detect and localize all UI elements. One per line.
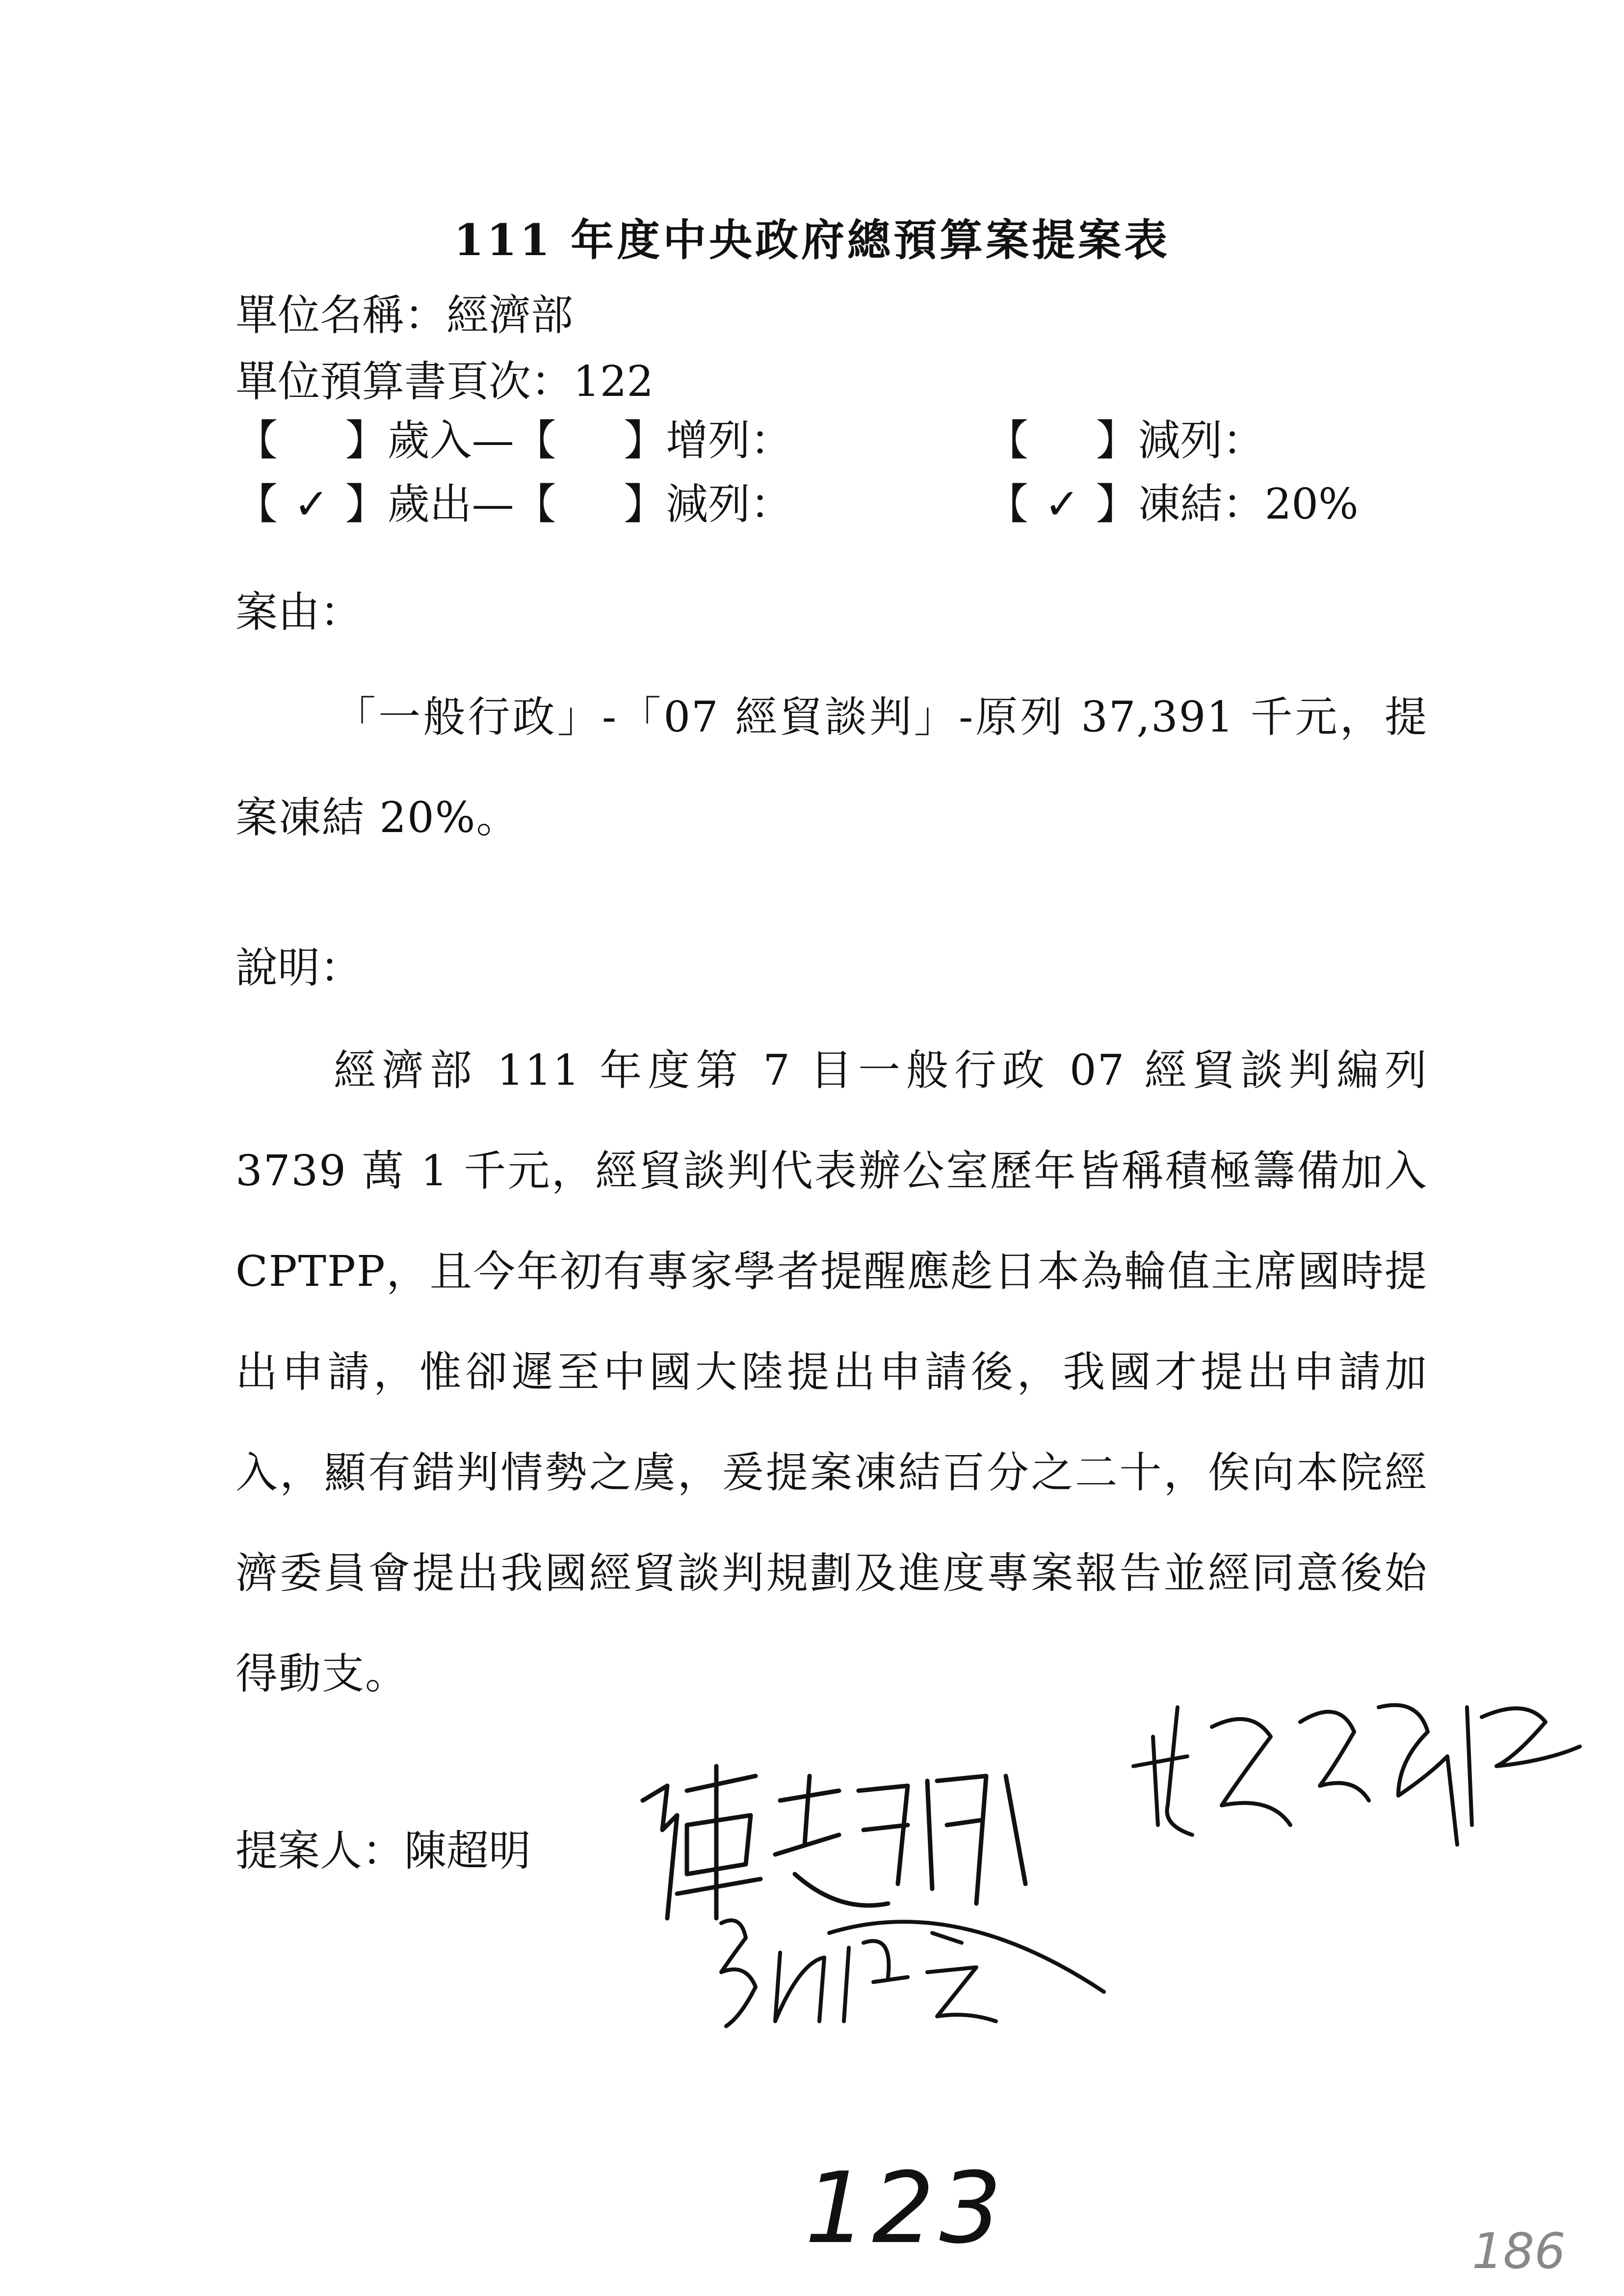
revenue-decrease-open: 【 bbox=[986, 416, 1028, 465]
freeze-row bbox=[986, 480, 1359, 529]
freeze-open: 【 bbox=[986, 480, 1028, 529]
unit-name: 單位名稱：經濟部 bbox=[236, 291, 573, 340]
explain-text: 經濟部 111 年度第 7 目一般行政 07 經貿談判編列 3739 萬 1 千元，經貿談判代表辦公室歷年皆稱積極籌備加入 CPTPP，且今年初有專家學者提醒應趁日本為輪值主席國時提出申請，惟卻遲至中國大陸提出申請後，我國才提出申請加入，顯有錯判情勢之虞，爰提案凍結百分之二十，俟向本院經濟委員會提出我國經貿談判規劃及進度專案報告並經同意後始得動支。 bbox=[236, 1046, 1428, 1698]
revenue-close-bracket: 】 bbox=[345, 416, 388, 465]
expenditure-label: 歲出—【 bbox=[387, 480, 556, 529]
explain-heading: 說明： bbox=[236, 943, 362, 992]
budget-page: 單位預算書頁次：122 bbox=[236, 357, 654, 406]
revenue-decrease-row bbox=[986, 416, 1265, 465]
reason-text: 「一般行政」-「07 經貿談判」-原列 37,391 千元，提案凍結 20%。 bbox=[236, 693, 1428, 842]
revenue-open-bracket: 【 bbox=[236, 416, 278, 465]
expenditure-open-bracket: 【 bbox=[236, 480, 278, 529]
proposer-line: 提案人：陳超明 bbox=[236, 1826, 531, 1876]
signature-2 bbox=[1124, 1678, 1595, 1884]
reason-heading: 案由： bbox=[236, 588, 362, 637]
expenditure-close-bracket: 】 bbox=[345, 480, 388, 529]
expenditure-checkbox: ✓ bbox=[293, 480, 329, 529]
freeze-checkbox: ✓ bbox=[1044, 480, 1080, 529]
freeze-label: 】凍結：20% bbox=[1096, 480, 1359, 529]
corner-number: 186 bbox=[1472, 2222, 1566, 2280]
revenue-row bbox=[236, 416, 793, 465]
revenue-label: 歲入—【 bbox=[387, 416, 556, 465]
page-number: 123 bbox=[805, 2151, 1007, 2266]
signature-3 bbox=[702, 1904, 1133, 2051]
expenditure-decrease-label: 】減列： bbox=[624, 480, 793, 529]
document-title: 111 年度中央政府總預算案提案表 bbox=[453, 214, 1171, 265]
revenue-decrease-label: 】減列： bbox=[1096, 416, 1265, 465]
revenue-increase-label: 】增列： bbox=[624, 416, 793, 465]
expenditure-row bbox=[236, 480, 793, 529]
